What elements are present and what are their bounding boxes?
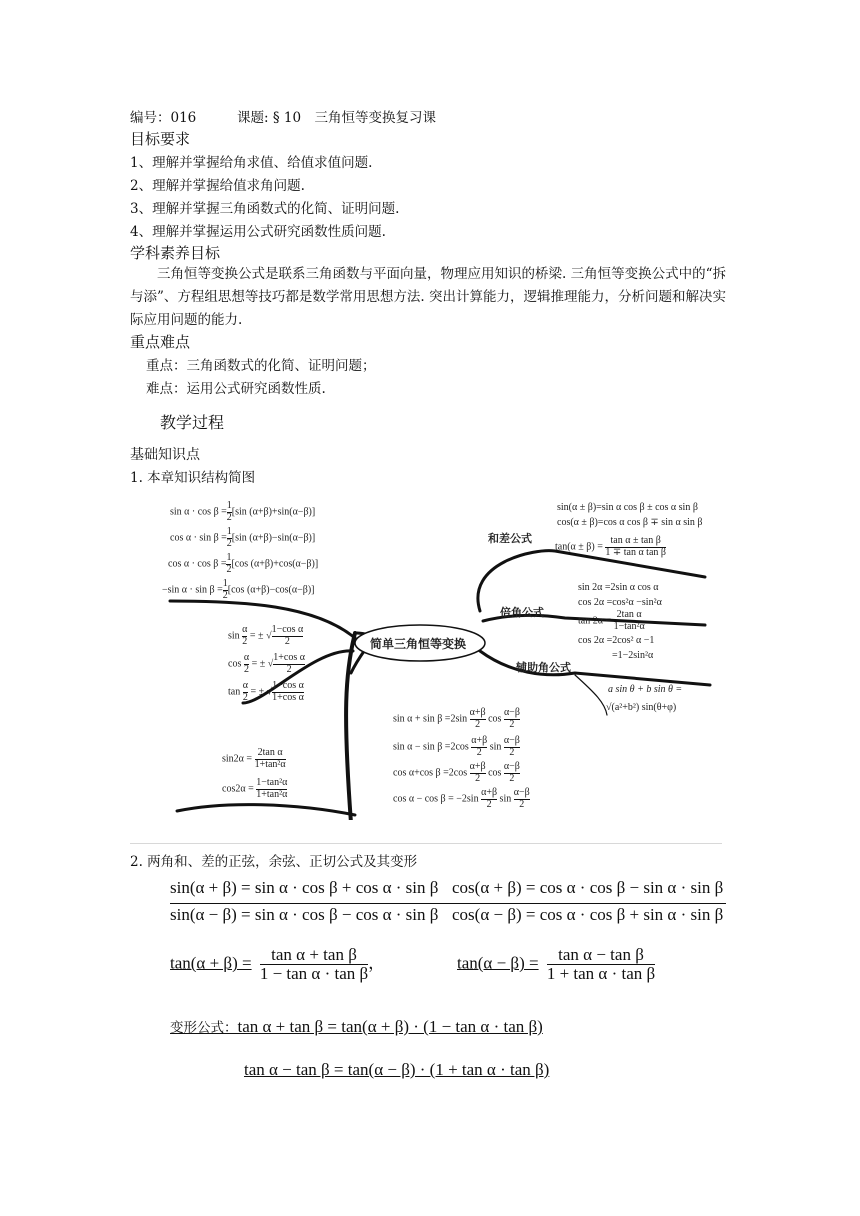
mm-half-tan: tan $\frac{\alpha}{2}$ = ± √ $\frac{\text{1−cos α}}{\text{1+cos α}}$ (228, 680, 304, 703)
key-points-heading: 重点难点 (130, 333, 191, 351)
goal-item: 3、理解并掌握三角函数式的化简、证明问题. (130, 201, 400, 217)
goal-item: 4、理解并掌握运用公式研究函数性质问题. (130, 224, 386, 240)
mm-dbl-sin: sin 2α =2sin α cos α (578, 582, 659, 593)
formula-sin-sum: sin(α + β) = sin α · cos β + cos α · sin β (170, 878, 439, 897)
item-sum-difference-formulas: 2. 两角和、差的正弦，余弦、正切公式及其变形 (130, 854, 418, 870)
literacy-paragraph: 三角恒等变换公式是联系三角函数与平面向量，物理应用知识的桥梁. 三角恒等变换公式中的“拆与添”、方程组思想等技巧都是数学常用思想方法. 突出计算能力，逻辑推理能力，分析问题和解决实际应用问题的能力. (130, 266, 726, 328)
mm-sum-product-2: sin α − sin β =2cos $\frac{\alpha+\beta}{2}$ sin $\frac{\alpha-\beta}{2}$ (393, 735, 520, 758)
mm-product-sum-3: cos α · cos β = $\frac{1}{2}$ [cos (α+β)+cos(α−β)] (168, 552, 319, 575)
lesson-topic: 课题: § 10 三角恒等变换复习课 (237, 110, 437, 126)
mm-sum-product-3: cos α+cos β =2cos $\frac{\alpha+\beta}{2}$ cos $\frac{\alpha-\beta}{2}$ (393, 761, 520, 784)
formula-variant-1: 变形公式：tan α + tan β = tan(α + β) · (1 − tan α · tan β) (170, 1017, 543, 1036)
basics-heading: 基础知识点 (130, 447, 200, 463)
goals-heading: 目标要求 (130, 130, 191, 148)
mm-dbl-tan: tan 2α = $\frac{\text{2tan α}}{\text{1−tan²α}}$ (578, 609, 645, 632)
formula-cos-sum: cos(α + β) = cos α · cos β − sin α · sin β (452, 878, 724, 897)
difficulty-point: 难点：运用公式研究函数性质. (146, 381, 326, 397)
goal-item: 1、理解并掌握给角求值、给值求值问题. (130, 155, 373, 171)
mm-dbl-cos: cos 2α =cos²α −sin²α (578, 597, 662, 608)
item-structure-diagram: 1. 本章知识结构简图 (130, 470, 256, 486)
mm-sd-cos: cos(α ± β)=cos α cos β ∓ sin α sin β (557, 517, 703, 528)
mm-sd-sin: sin(α ± β)=sin α cos β ± cos α sin β (557, 502, 698, 513)
formula-rule (170, 903, 726, 904)
mm-sum-product-4: cos α − cos β = −2sin $\frac{\alpha+\beta}{2}$ sin $\frac{\alpha-\beta}{2}$ (393, 787, 530, 810)
formula-sin-diff: sin(α − β) = sin α · cos β − cos α · sin β (170, 905, 439, 924)
mm-product-sum-1: sin α · cos β = $\frac{1}{2}$ [sin (α+β)+sin(α−β)] (170, 500, 316, 523)
mm-half-cos: cos $\frac{\alpha}{2}$ = ± √ $\frac{\text{1+cos α}}{2}$ (228, 652, 305, 675)
formula-tan-diff: tan(α − β) = $\frac{\text{tan α − tan β}}{\text{1 + tan α · tan β}}$ (457, 945, 656, 983)
key-point: 重点：三角函数式的化简、证明问题； (146, 358, 376, 374)
branch-double-angle: 倍角公式 (500, 606, 544, 619)
mm-sin2a-tan: sin2α = $\frac{\text{2tan α}}{\text{1+tan²α}}$ (222, 747, 286, 770)
document-number: 编号：016 (130, 110, 197, 126)
mm-aux-1: a sin θ + b sin θ = (608, 684, 683, 695)
section-divider (130, 843, 722, 844)
process-heading: 教学过程 (160, 413, 225, 432)
mm-sd-tan: tan(α ± β) = $\frac{\text{tan α ± tan β}}{\text{1 ∓ tan α tan β}}$ (555, 535, 666, 558)
formula-cos-diff: cos(α − β) = cos α · cos β + sin α · sin β (452, 905, 724, 924)
mindmap-center: 简单三角恒等变换 (370, 637, 467, 651)
mm-dbl-cos2: cos 2α =2cos² α −1 (578, 635, 655, 646)
formula-tan-sum: tan(α + β) = $\frac{\text{tan α + tan β}}{\text{1 − tan α · tan β}}$ ， (170, 945, 386, 983)
mm-product-sum-4: −sin α · sin β = $\frac{1}{2}$ [cos (α+β)−cos(α−β)] (162, 578, 315, 601)
mm-cos2a-tan: cos2α = $\frac{\text{1−tan²α}}{\text{1+tan²α}}$ (222, 777, 288, 800)
mm-sum-product-1: sin α + sin β =2sin $\frac{\alpha+\beta}{2}$ cos $\frac{\alpha-\beta}{2}$ (393, 707, 520, 730)
literacy-heading: 学科素养目标 (130, 244, 221, 262)
formula-variant-2: tan α − tan β = tan(α − β) · (1 + tan α · tan β) (244, 1060, 550, 1079)
goal-item: 2、理解并掌握给值求角问题. (130, 178, 305, 194)
mm-product-sum-2: cos α · sin β = $\frac{1}{2}$ [sin (α+β)−sin(α−β)] (170, 526, 316, 549)
mm-aux-2: √(a²+b²) sin(θ+φ) (606, 702, 677, 713)
branch-auxiliary-angle: 辅助角公式 (516, 661, 571, 674)
mm-half-sin: sin $\frac{\alpha}{2}$ = ± √ $\frac{\text{1−cos α}}{2}$ (228, 624, 304, 647)
branch-sum-diff: 和差公式 (488, 532, 532, 545)
mm-dbl-cos3: =1−2sin²α (612, 650, 654, 661)
